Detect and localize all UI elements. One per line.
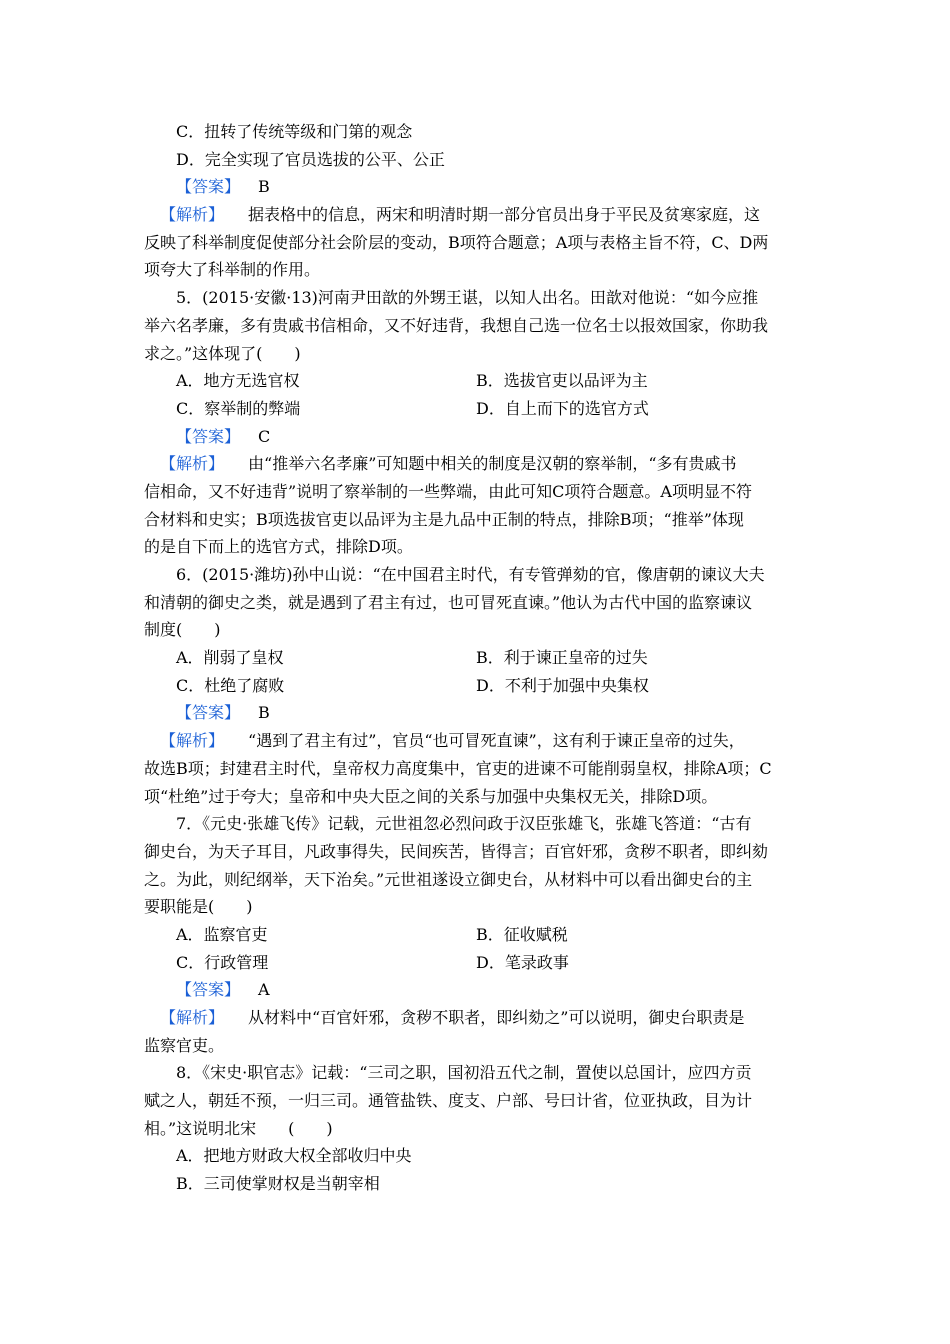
analysis-text: 从材料中“百官奸邪，贪秽不职者，即纠劾之”可以说明，御史台职责是 (248, 1008, 745, 1027)
answer-line (144, 699, 808, 727)
answer-tag: 【答案】 (176, 703, 241, 723)
analysis-line (144, 727, 808, 755)
analysis-text: 信相命，又不好违背”说明了察举制的一些弊端，由此可知C项符合题意。A项明显不符 (144, 481, 752, 501)
document-page (144, 118, 808, 1198)
answer-tag: 【答案】 (176, 980, 241, 1000)
answer-tag: 【答案】 (176, 177, 241, 197)
analysis-text: 故选B项；封建君主时代，皇帝权力高度集中，官吏的进谏不可能削弱皇权，排除A项；C (144, 758, 772, 778)
answer-value: C (258, 426, 271, 446)
answer-value: A (258, 980, 270, 1000)
analysis-line (144, 450, 808, 478)
answer-line (144, 976, 808, 1004)
option-d: D．笔录政事 (476, 952, 569, 972)
option-d: D．完全实现了官员选拔的公平、公正 (176, 149, 445, 169)
analysis-text: “遇到了君主有过”，官员“也可冒死直谏”，这有利于谏正皇帝的过失， (248, 731, 745, 751)
option-row (144, 672, 808, 700)
option-c: C．行政管理 (176, 952, 269, 972)
option-row (144, 395, 808, 423)
analysis-tag: 【解析】 (160, 205, 225, 225)
analysis-text: 的是自下而上的选官方式，排除D项。 (144, 537, 413, 557)
analysis-text: 项夸大了科举制的作用。 (144, 260, 321, 280)
option-b: B．征收赋税 (476, 924, 568, 944)
answer-value: B (258, 703, 270, 723)
question-stem: 制度( ) (144, 620, 221, 640)
option-b: B．选拔官吏以品评为主 (476, 371, 648, 391)
question-stem: 御史台，为天子耳目，凡政事得失，民间疾苦，皆得言；百官奸邪，贪秽不职者，即纠劾 (144, 841, 769, 861)
question-stem: 求之。”这体现了( ) (144, 343, 301, 363)
option-c: C．杜绝了腐败 (176, 675, 285, 695)
option-b: B．利于谏正皇帝的过失 (476, 648, 648, 668)
option-d: D．自上而下的选官方式 (476, 398, 649, 418)
option-a: A．监察官吏 (176, 924, 268, 944)
answer-tag: 【答案】 (176, 426, 241, 446)
option-c: C．察举制的弊端 (176, 398, 301, 418)
answer-value: B (258, 177, 270, 197)
question-stem: 举六名孝廉，多有贵戚书信相命，又不好违背，我想自己选一位名士以报效国家，你助我 (144, 315, 769, 335)
option-b: B．三司使掌财权是当朝宰相 (176, 1174, 380, 1194)
question-stem: 相。”这说明北宋 ( ) (144, 1118, 333, 1138)
option-row (144, 949, 808, 977)
analysis-line (144, 1004, 808, 1032)
answer-line (144, 423, 808, 451)
question-stem: 6．(2015·潍坊)孙中山说：“在中国君主时代，有专管弹劾的官，像唐朝的谏议大夫 (176, 565, 765, 584)
question-stem: 和清朝的御史之类，就是遇到了君主有过，也可冒死直谏。”他认为古代中国的监察谏议 (144, 592, 753, 612)
question-stem: 7．《元史·张雄飞传》记载，元世祖忽必烈问政于汉臣张雄飞，张雄飞答道：“古有 (176, 814, 752, 834)
option-row (144, 367, 808, 395)
analysis-text: 合材料和史实；B项选拔官吏以品评为主是九品中正制的特点，排除B项；“推举”体现 (144, 509, 744, 529)
question-stem: 要职能是( ) (144, 897, 253, 917)
option-d: D．不利于加强中央集权 (476, 675, 649, 695)
analysis-text: 据表格中的信息，两宋和明清时期一部分官员出身于平民及贫寒家庭，这 (248, 205, 761, 225)
option-a: A．地方无选官权 (176, 371, 300, 391)
analysis-text: 由“推举六名孝廉”可知题中相关的制度是汉朝的察举制，“多有贵戚书 (248, 454, 737, 474)
analysis-line (144, 201, 808, 229)
option-a: A．把地方财政大权全部收归中央 (176, 1146, 412, 1166)
option-row (144, 921, 808, 949)
question-stem: 之。为此，则纪纲举，天下治矣。”元世祖遂设立御史台，从材料中可以看出御史台的主 (144, 869, 753, 889)
question-stem: 赋之人，朝廷不预，一归三司。通管盐铁、度支、户部、号曰计省，位亚执政，目为计 (144, 1091, 753, 1111)
analysis-text: 反映了科举制度促使部分社会阶层的变动，B项符合题意；A项与表格主旨不符，C、D两 (144, 232, 769, 252)
analysis-text: 项“杜绝”过于夸大；皇帝和中央大臣之间的关系与加强中央集权无关，排除D项。 (144, 786, 718, 806)
option-row (144, 644, 808, 672)
answer-line (144, 173, 808, 201)
analysis-tag: 【解析】 (160, 731, 225, 751)
question-stem: 8．《宋史·职官志》记载：“三司之职，国初沿五代之制，置使以总国计，应四方贡 (176, 1063, 752, 1083)
analysis-tag: 【解析】 (160, 1008, 225, 1027)
analysis-text: 监察官吏。 (144, 1035, 225, 1055)
option-a: A．削弱了皇权 (176, 648, 284, 668)
analysis-tag: 【解析】 (160, 454, 225, 474)
question-stem: 5．(2015·安徽·13)河南尹田歆的外甥王谌，以知人出名。田歆对他说：“如今应推 (176, 288, 759, 308)
option-c: C．扭转了传统等级和门第的观念 (176, 122, 413, 141)
